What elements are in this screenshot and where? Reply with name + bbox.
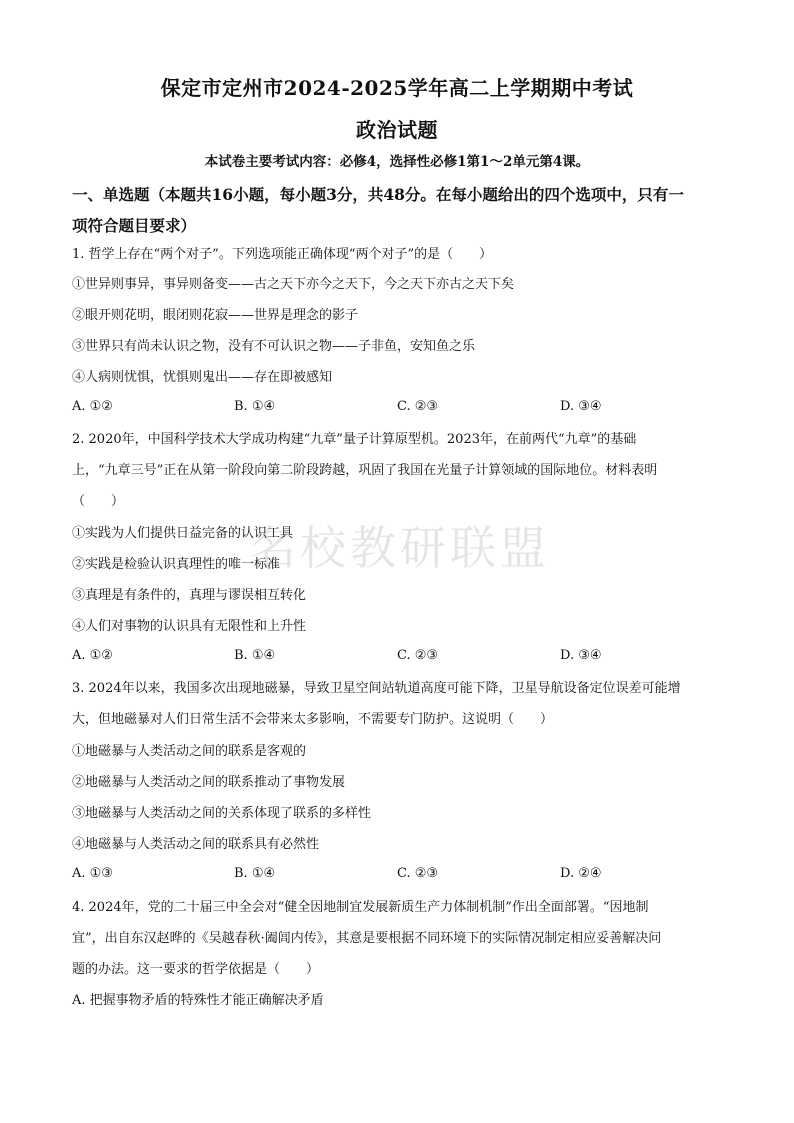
q1-option-c[interactable]: C. ②③ [397, 399, 439, 414]
q2-statement-1: ①实践为人们提供日益完备的认识工具 [72, 526, 294, 541]
exam-scope: 本试卷主要考试内容：必修4，选择性必修1第1～2单元第4课。 [204, 154, 590, 170]
q2-option-b[interactable]: B. ①④ [234, 648, 276, 663]
q3-option-c[interactable]: C. ②③ [397, 866, 439, 881]
q3-statement-4: ④地磁暴与人类活动之间的联系具有必然性 [72, 837, 320, 852]
q2-option-a[interactable]: A. ①② [72, 648, 113, 663]
q2-stem-line-3: （ ） [72, 494, 125, 509]
q3-statement-1: ①地磁暴与人类活动之间的联系是客观的 [72, 744, 307, 759]
q1-statement-2: ②眼开则花明，眼闭则花寂——世界是理念的影子 [72, 308, 359, 323]
q3-options [72, 866, 722, 886]
q2-statement-4: ④人们对事物的认识具有无限性和上升性 [72, 619, 307, 634]
q1-stem: 1. 哲学上存在“两个对子”。下列选项能正确体现“两个对子”的是（ ） [72, 247, 493, 262]
q4-stem-line-1: 4. 2024年，党的二十届三中全会对“健全因地制宜发展新质生产力体制机制”作出全面部署。“因地制 [72, 900, 649, 915]
q4-option-a[interactable]: A. 把握事物矛盾的特殊性才能正确解决矛盾 [72, 993, 324, 1008]
exam-subtitle: 政治试题 [356, 118, 438, 142]
q3-statement-3: ③地磁暴与人类活动之间的关系体现了联系的多样性 [72, 806, 372, 821]
q3-option-d[interactable]: D. ②④ [560, 866, 602, 881]
q2-statement-3: ③真理是有条件的，真理与谬误相互转化 [72, 588, 307, 603]
q1-statement-3: ③世界只有尚未认识之物，没有不可认识之物——子非鱼，安知鱼之乐 [72, 339, 476, 354]
q2-option-c[interactable]: C. ②③ [397, 648, 439, 663]
section-heading-line-1: 一、单选题（本题共16小题，每小题3分，共48分。在每小题给出的四个选项中，只有一 [72, 185, 684, 204]
q1-option-a[interactable]: A. ①② [72, 399, 113, 414]
q2-statement-2: ②实践是检验认识真理性的唯一标准 [72, 557, 281, 572]
q1-statement-1: ①世异则事异，事异则备变——古之天下亦今之天下，今之天下亦古之天下矣 [72, 277, 515, 292]
q3-stem-line-2: 大，但地磁暴对人们日常生活不会带来太多影响，不需要专门防护。这说明（ ） [72, 712, 554, 727]
q1-statement-4: ④人病则忧惧，忧惧则鬼出——存在即被感知 [72, 370, 333, 385]
q2-option-d[interactable]: D. ③④ [560, 648, 602, 663]
q1-option-b[interactable]: B. ①④ [234, 399, 276, 414]
q1-options [72, 399, 722, 419]
q3-option-b[interactable]: B. ①④ [234, 866, 276, 881]
q3-statement-2: ②地磁暴与人类活动之间的联系推动了事物发展 [72, 775, 346, 790]
q4-stem-line-2: 宜”，出自东汉赵晔的《吴越春秋·阖闾内传》，其意是要根据不同环境下的实际情况制定相应妥善解决问 [72, 931, 662, 946]
q4-stem-line-3: 题的办法。这一要求的哲学依据是（ ） [72, 962, 320, 977]
q2-stem-line-1: 2. 2020年，中国科学技术大学成功构建“九章”量子计算原型机。2023年，在前两代“九章”的基础 [72, 432, 637, 447]
q3-option-a[interactable]: A. ①③ [72, 866, 113, 881]
q2-options [72, 648, 722, 668]
exam-title: 保定市定州市2024-2025学年高二上学期期中考试 [160, 76, 634, 100]
q3-stem-line-1: 3. 2024年以来，我国多次出现地磁暴，导致卫星空间站轨道高度可能下降，卫星导航设备定位误差可能增 [72, 681, 681, 696]
section-heading [72, 179, 722, 241]
watermark: 名校教研联盟 [250, 521, 550, 575]
section-heading-line-2: 项符合题目要求） [72, 216, 197, 235]
q2-stem-line-2: 上，“九章三号”正在从第一阶段向第二阶段跨越，巩固了我国在光量子计算领域的国际地位。材料表明 [72, 463, 658, 478]
q1-option-d[interactable]: D. ③④ [560, 399, 602, 414]
